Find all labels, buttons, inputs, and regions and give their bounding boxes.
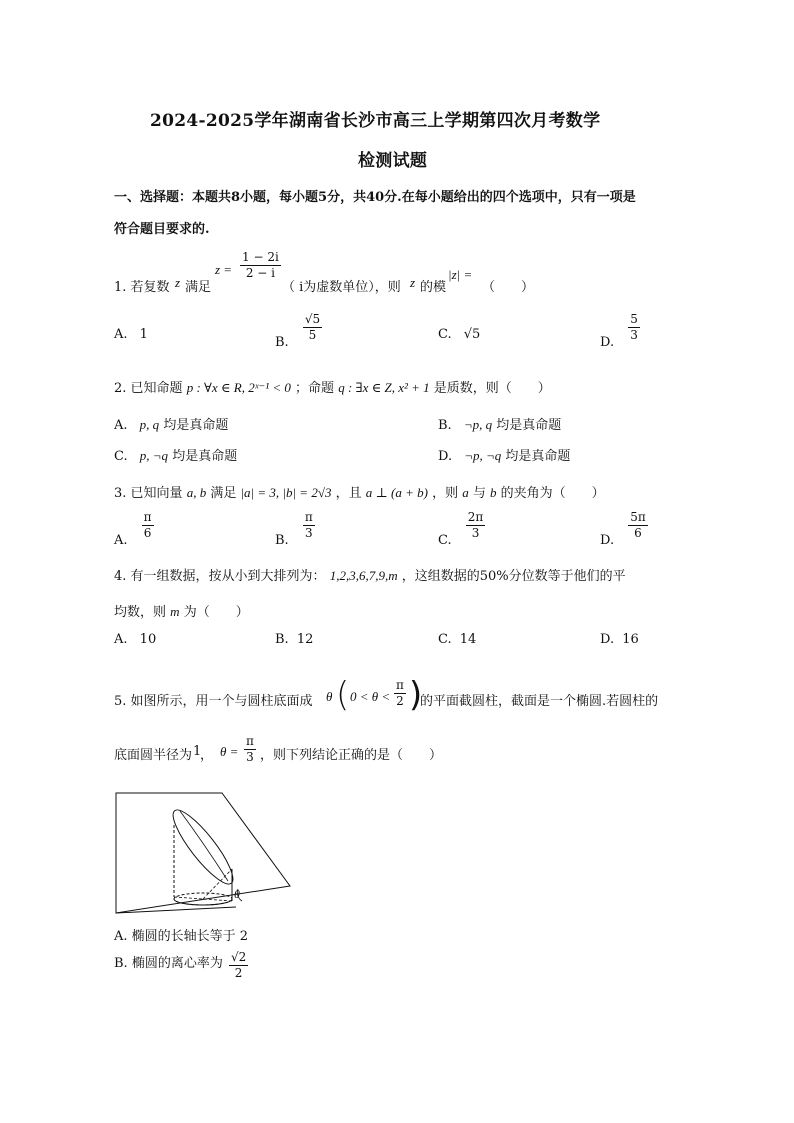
q5-line2-a: 底面圆半径为: [114, 748, 193, 763]
title-line2: 检测试题: [358, 151, 428, 171]
q4-option-d[interactable]: [600, 632, 639, 647]
frac-num: π: [143, 510, 152, 524]
q1-option-a[interactable]: [114, 327, 148, 342]
q2-option-b[interactable]: [438, 414, 561, 433]
q3-option-c[interactable]: [438, 510, 485, 548]
q2-p-expr: p : ∀x ∈ R, 2ˣ⁻¹ < 0: [186, 380, 291, 395]
frac-den: 6: [143, 526, 152, 540]
q3-then: ，则: [432, 486, 459, 501]
q4-line2-b: 为（ ）: [183, 605, 249, 620]
q3-option-b[interactable]: [275, 510, 315, 548]
q1-option-d[interactable]: [600, 312, 640, 350]
section-heading-cont: 符合题目要求的.: [114, 222, 210, 237]
q5-line1-b: 的平面截圆柱，截面是一个椭圆.若圆柱的: [420, 694, 659, 709]
question-4: [114, 565, 626, 584]
q5-radius: 1: [193, 744, 202, 759]
section-heading: 一、选择题：本题共8小题，每小题5分，共40分.在每小题给出的四个选项中，只有一项是: [114, 190, 636, 205]
q3-perp: a ⊥ (a + b): [365, 485, 428, 500]
frac-den: 5: [308, 328, 317, 342]
option-fraction: [142, 510, 154, 541]
option-label: A.: [114, 327, 128, 342]
question-3: [114, 482, 605, 501]
option-fraction: [229, 950, 248, 981]
option-label: A.: [114, 418, 128, 433]
q3-tail: 的夹角为（ ）: [500, 486, 605, 501]
q3-text-a: 3. 已知向量: [114, 486, 183, 501]
option-label: B.: [275, 632, 289, 647]
frac-num: √2: [230, 950, 247, 964]
q5-theta: θ: [326, 689, 333, 704]
frac-den: 2: [396, 694, 404, 708]
question-4-cont: [114, 601, 249, 620]
option-text: A. 椭圆的长轴长等于 2: [114, 929, 249, 944]
option-expr: p, q: [139, 417, 160, 432]
q2-option-d[interactable]: [438, 445, 570, 464]
q1-option-c[interactable]: [438, 327, 480, 342]
option-value: 1: [139, 327, 148, 342]
option-value: 10: [139, 632, 157, 647]
q3-vec-b: b: [490, 485, 497, 500]
option-text: 均是真命题: [163, 418, 229, 433]
option-fraction: [628, 510, 648, 541]
title-line1: 2024-2025学年湖南省长沙市高三上学期第四次月考数学: [150, 111, 601, 131]
cylinder-plane-figure: [110, 785, 300, 915]
q5-range-frac: [394, 678, 406, 709]
paren-close: ): [409, 675, 423, 715]
q3-option-a[interactable]: [114, 510, 154, 548]
frac-num: √5: [304, 312, 321, 326]
frac-den: 3: [630, 328, 638, 342]
q5-option-a[interactable]: [114, 925, 248, 944]
option-label: B.: [438, 418, 452, 433]
q1-var-z-2: z: [410, 275, 416, 290]
option-value: 16: [622, 632, 639, 647]
q1-frac-den: 2 − i: [245, 266, 275, 280]
q4-option-b[interactable]: [275, 632, 313, 647]
q4-var-m: m: [170, 604, 180, 619]
q3-condition: |a| = 3, |b| = 2√3: [240, 485, 332, 500]
option-fraction: [303, 510, 315, 541]
option-fraction: [466, 510, 486, 541]
q4-line2-a: 均数，则: [114, 605, 167, 620]
q2-option-c[interactable]: [114, 445, 237, 464]
frac-num: π: [246, 734, 254, 748]
option-label: B.: [275, 335, 289, 350]
q5-range: 0 < θ <: [350, 689, 391, 704]
option-text: 均是真命题: [496, 418, 562, 433]
q2-text-a: 2. 已知命题: [114, 381, 183, 396]
frac-num: π: [396, 678, 404, 692]
q1-modulus: |z| =: [448, 267, 473, 282]
q1-note: （ i为虚数单位），则: [282, 280, 401, 295]
q4-line1-a: 4. 有一组数据，按从小到大排列为：: [114, 569, 326, 584]
option-label: D.: [600, 632, 615, 647]
q2-tail: 是质数，则（ ）: [433, 381, 551, 396]
option-label: C.: [438, 327, 452, 342]
q1-option-b[interactable]: [275, 312, 322, 350]
option-label: D.: [600, 533, 615, 548]
q1-eq-lhs: z =: [215, 262, 233, 277]
q1-var-z: z: [175, 275, 181, 290]
q5-comma: ，: [200, 748, 214, 763]
figure-theta-label: θ: [234, 887, 240, 901]
q1-satisfy: 满足: [185, 280, 212, 295]
q3-option-d[interactable]: [600, 510, 648, 548]
q1-prefix: 1. 若复数: [114, 280, 170, 295]
frac-den: 3: [471, 526, 480, 540]
q5-option-b[interactable]: [114, 950, 248, 981]
frac-num: 5: [630, 312, 638, 326]
frac-den: 6: [634, 526, 642, 540]
option-expr: ¬p, q: [463, 417, 493, 432]
frac-den: 3: [246, 750, 254, 764]
option-expr: ¬p, ¬q: [464, 448, 502, 463]
paren-open: (: [336, 675, 350, 715]
option-fraction: [303, 312, 322, 343]
question-2: [114, 377, 551, 396]
frac-num: 2π: [467, 510, 484, 524]
q1-frac-num: 1 − 2i: [242, 250, 279, 264]
q4-option-a[interactable]: [114, 632, 156, 647]
q2-mid: ；命题: [295, 381, 335, 396]
q1-blank: （ ）: [482, 280, 535, 295]
q4-option-c[interactable]: [438, 632, 476, 647]
option-text: B. 椭圆的离心率为: [114, 956, 223, 971]
q4-data: 1,2,3,6,7,9,m: [329, 568, 398, 583]
q2-option-a[interactable]: [114, 414, 228, 433]
q1-mod-text: 的模: [420, 280, 447, 295]
option-value: √5: [463, 327, 481, 342]
option-label: D.: [600, 335, 615, 350]
q5-theta-frac: [244, 734, 256, 765]
option-label: A.: [114, 533, 128, 548]
q3-with: 与: [472, 486, 486, 501]
frac-den: 3: [304, 526, 313, 540]
option-expr: p, ¬q: [139, 448, 169, 463]
q5-line1-a: 5. 如图所示，用一个与圆柱底面成: [114, 694, 313, 709]
option-value: 14: [459, 632, 477, 647]
option-text: 均是真命题: [505, 449, 571, 464]
option-fraction: [628, 312, 640, 343]
q1-fraction: [240, 250, 281, 281]
option-text: 均是真命题: [172, 449, 238, 464]
option-label: B.: [275, 533, 289, 548]
frac-den: 2: [234, 966, 243, 980]
q3-and: ，且: [335, 486, 362, 501]
frac-num: π: [304, 510, 313, 524]
option-label: C.: [114, 449, 128, 464]
q4-line1-b: ，这组数据的50%分位数等于他们的平: [401, 569, 626, 584]
q3-satisfy: 满足: [210, 486, 237, 501]
q2-q-expr: q : ∃x ∈ Z, x² + 1: [338, 380, 430, 395]
q5-theta-eq: θ =: [220, 744, 239, 759]
q3-vec-a: a: [462, 485, 469, 500]
q5-line2-b: ，则下列结论正确的是（ ）: [260, 748, 443, 763]
option-label: D.: [438, 449, 453, 464]
option-label: C.: [438, 533, 452, 548]
q3-vectors: a, b: [186, 485, 207, 500]
frac-num: 5π: [630, 510, 646, 524]
option-label: C.: [438, 632, 452, 647]
option-value: 12: [296, 632, 314, 647]
option-label: A.: [114, 632, 128, 647]
